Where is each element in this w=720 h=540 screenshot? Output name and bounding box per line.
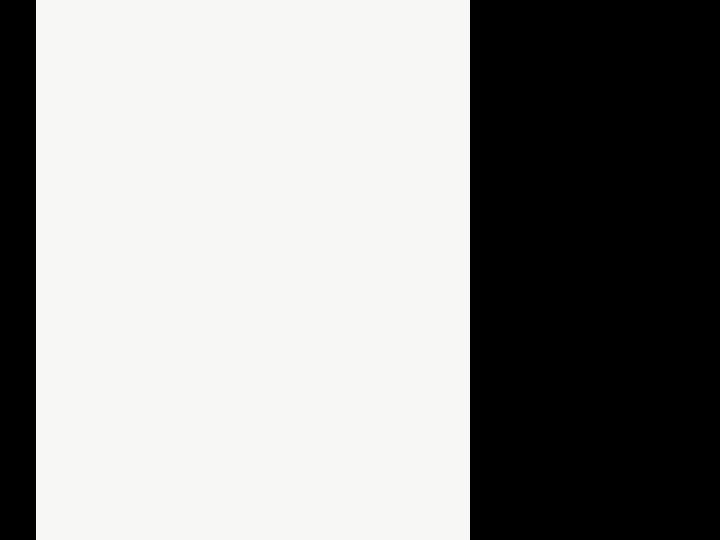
table-cells [36, 0, 470, 540]
correlation-table-image [36, 0, 470, 540]
